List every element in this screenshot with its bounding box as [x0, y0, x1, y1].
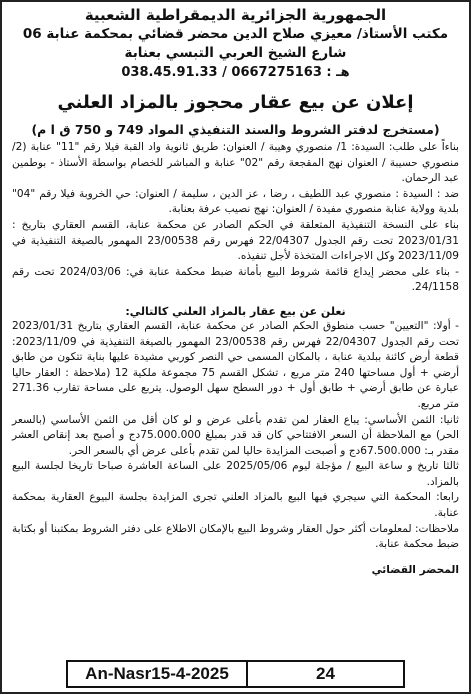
paragraph-date: ثالثا تاريخ و ساعة البيع / مؤجلة ليوم 2025/05/06 على الساعة العاشرة صباحا تاريخا لجلسة البيع بالمزاد. [12, 460, 459, 488]
paragraph-designation: - أولا: "التعيين" حسب منطوق الحكم الصادر عن محكمة عنابة، القسم العقاري بتاريخ 2023/01/31 تحت رقم الجدول 22/04307 فهرس رقم 23/00538 المهمور بالصيغة التنفيذية في 2023/11/09: قطعة أرض كائنة ببلدية عنابة ، بالمكان المسمى حي النصر كوربي مشيدة عليها بناية تتكون من طابق أرضي + أول مساحتها 240 متر مربع ، تشكل القسم 75 مجموعة ملكية 12 (ملاحظة : العقار حاليا عبارة عن طابق أرضي + طابق أول + دور السطح سهل الوصول. يتربع على مساحة تقارب 271.36 متر مربع. [12, 319, 460, 410]
office-header: مكتب الأستاذ/ معيزي صلاح الدين محضر قضائي بمحكمة عنابة 06 [22, 26, 449, 42]
section-heading: نعلن عن بيع عقار بالمزاد العلني كالتالي: [125, 304, 346, 318]
footer-bar [66, 660, 405, 688]
paragraph-price: ثانيا: الثمن الأساسي: يباع العقار لمن تقدم بأعلى عرض و لو كان أقل من الثمن الأساسي (بالسعر الحر) مع الملاحظة أن السعر الافتتاحي كان قد قدر بمبلغ 75.000.000دج و أصبح بعد إنقاص العشر مقدر بـ: 67.500.000دج و أصبحت المزايدة حاليا لمن تقدم بأعلى عرض أي بالسعر الحر. [12, 413, 459, 457]
paragraph-deposit: - بناء على محضر إيداع قائمة شروط البيع بأمانة ضبط محكمة عنابة في: 2024/03/06 تحت رقم 24/1158. [12, 265, 459, 294]
signature: المحضر القضائي [371, 563, 459, 576]
address-header: شارع الشيخ العربي التبسي بعنابة [124, 45, 347, 61]
phone-header: هـ : 0667275163 / 038.45.91.33 [121, 65, 350, 80]
footer-page-number: 24 [316, 664, 335, 683]
announcement-content [12, 6, 459, 577]
paragraph-defendant: ضد : السيدة : منصوري عبد اللطيف ، رضا ، عز الدين ، سليمة / العنوان: حي الخروبة فيلا رقم "04" بلدية وولاية عنابة منصوري مفيدة / العنوان: نهج نصيب عرفة بعنابة. [12, 187, 459, 216]
republic-header: الجمهورية الجزائرية الديمقراطية الشعبية [84, 6, 387, 24]
footer-publication: An-Nasr15-4-2025 [68, 662, 248, 686]
paragraph-plaintiff: بناءاً على طلب: السيدة: 1/ منصوري وهيبة / العنوان: طريق ثانوية واد القبة فيلا رقم "11" عنابة (2/ منصوري حسيبة / العنوان نهج المقجعة رقم "02" عنابة و المباشر للخصام بواسطة الأستاذ - بوطمين عبد الرحمان. [12, 141, 459, 185]
announcement-subtitle: (مستخرج لدفتر الشروط والسند التنفيذي المواد 749 و 750 ق ا م) [31, 122, 440, 137]
paragraph-notes: ملاحظات: لمعلومات أكثر حول العقار وشروط البيع بالإمكان الاطلاع على دفتر الشروط بمكتبنا أو بكتابة ضبط محكمة عنابة. [12, 522, 459, 551]
announcement-title: إعلان عن بيع عقار محجوز بالمزاد العلني [57, 92, 414, 113]
paragraph-court: رابعا: المحكمة التي سيجري فيها البيع بالمزاد العلني تجرى المزايدة بجلسة البيوع العقارية بمحكمة عنابة. [12, 491, 459, 520]
paragraph-judgment: بناء على النسخة التنفيذية المتعلقة في الحكم الصادر عن محكمة عنابة، القسم العقاري بتاريخ : 2023/01/31 تحت رقم الجدول 22/04307 فهرس رقم 23/00538 المهمور بالصيغة التنفيذية في 2023/11/09 وكل الاجراءات المتخذة لأجل تنفيذه. [12, 218, 459, 263]
announcement-body [12, 140, 459, 553]
